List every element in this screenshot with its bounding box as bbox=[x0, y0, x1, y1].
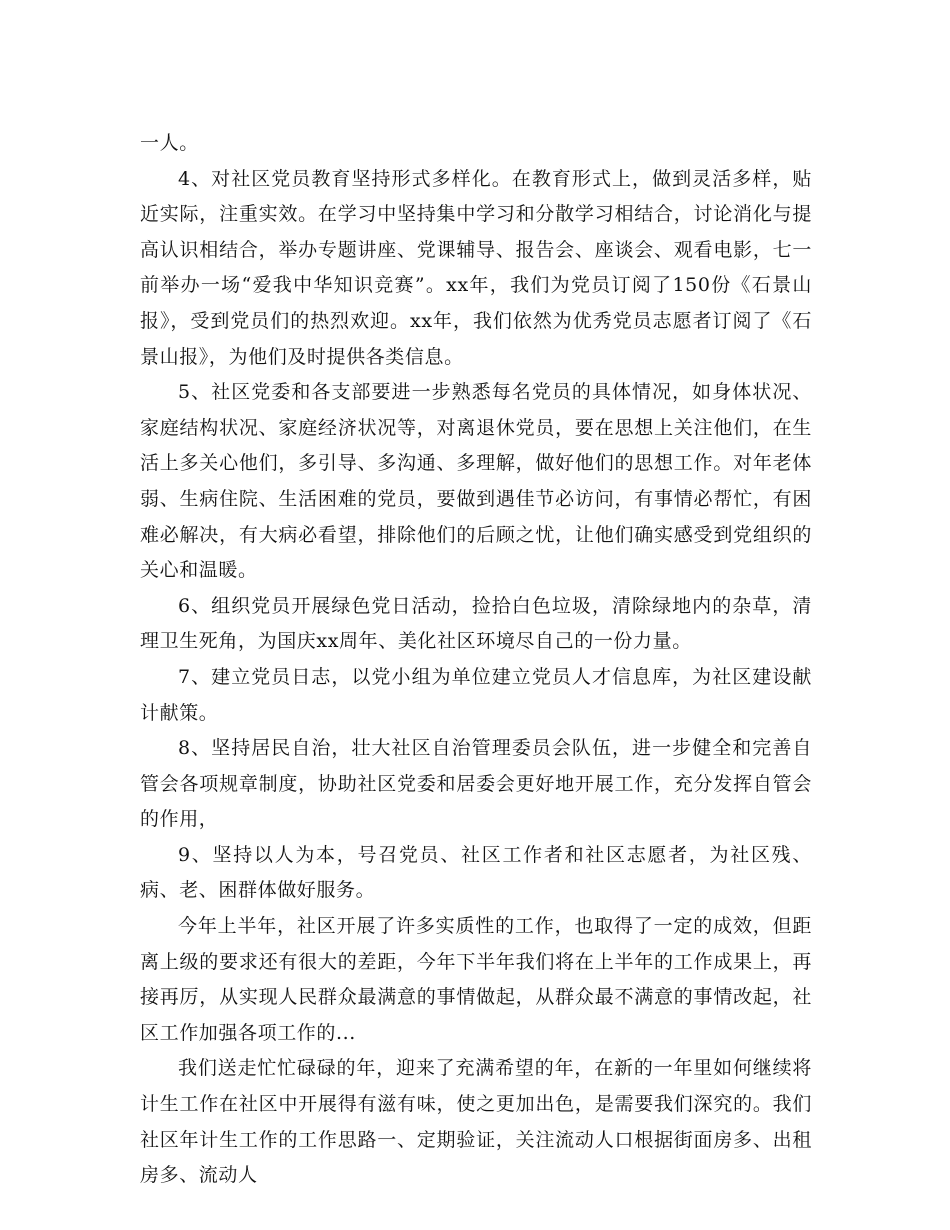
paragraph-continuation: 一人。 bbox=[140, 132, 199, 154]
paragraph-summary: 今年上半年，社区开展了许多实质性的工作，也取得了一定的成效，但距离上级的要求还有很大的差距，今年下半年我们将在上半年的工作成果上，再接再厉，从实现人民群众最满意的事情做起，从群众最不满意的事情改起，社区工作加强各项工作的... bbox=[140, 915, 812, 1044]
paragraph-item-7: 7、建立党员日志，以党小组为单位建立党员人才信息库，为社区建设献计献策。 bbox=[140, 665, 812, 724]
paragraph-item-6: 6、组织党员开展绿色党日活动，捡拾白色垃圾，清除绿地内的杂草，清理卫生死角，为国庆xx周年、美化社区环境尽自己的一份力量。 bbox=[140, 594, 812, 653]
paragraph-item-9: 9、坚持以人为本，号召党员、社区工作者和社区志愿者，为社区残、病、老、困群体做好服务。 bbox=[140, 843, 812, 902]
document-body bbox=[140, 126, 812, 1194]
paragraph-item-8: 8、坚持居民自治，壮大社区自治管理委员会队伍，进一步健全和完善自管会各项规章制度，协助社区党委和居委会更好地开展工作，充分发挥自管会的作用， bbox=[140, 737, 812, 831]
paragraph-item-5: 5、社区党委和各支部要进一步熟悉每名党员的具体情况，如身体状况、家庭结构状况、家庭经济状况等，对离退休党员，要在思想上关注他们，在生活上多关心他们，多引导、多沟通、多理解，做好他们的思想工作。对年老体弱、生病住院、生活困难的党员，要做到遇佳节必访问，有事情必帮忙，有困难必解决，有大病必看望，排除他们的后顾之忧，让他们确实感受到党组织的关心和温暖。 bbox=[140, 381, 812, 582]
paragraph-next-section: 我们送走忙忙碌碌的年，迎来了充满希望的年，在新的一年里如何继续将计生工作在社区中开展得有滋有味，使之更加出色，是需要我们深究的。我们社区年计生工作的工作思路一、定期验证，关注流动人口根据街面房多、出租房多、流动人 bbox=[140, 1057, 812, 1187]
paragraph-item-4: 4、对社区党员教育坚持形式多样化。在教育形式上，做到灵活多样，贴近实际，注重实效。在学习中坚持集中学习和分散学习相结合，讨论消化与提高认识相结合，举办专题讲座、党课辅导、报告会、座谈会、观看电影，七一前举办一场“爱我中华知识竞赛”。xx年，我们为党员订阅了150份《石景山报》，受到党员们的热烈欢迎。xx年，我们依然为优秀党员志愿者订阅了《石景山报》，为他们及时提供各类信息。 bbox=[140, 167, 812, 368]
